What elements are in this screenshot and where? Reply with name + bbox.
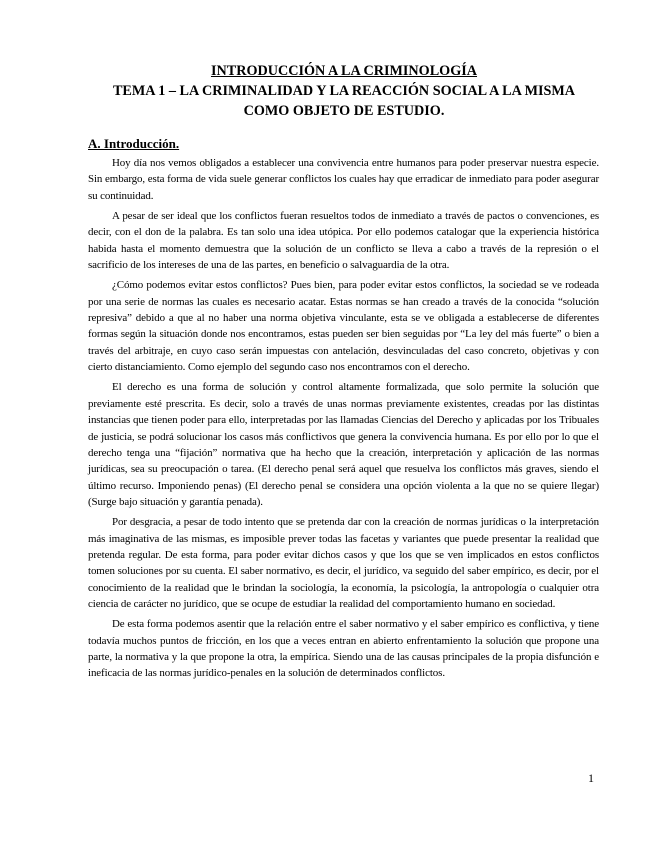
paragraph [88, 616, 599, 681]
paragraph-text: El derecho es una forma de solución y control altamente formalizada, que solo permite la solución que previamente esté prescrita. Es decir, solo a través de unas normas previamente existentes, creadas por las distintas instancias que tienen poder para ello, interpretadas por las llamadas Ciencias del Derecho y aplicadas por los Tribuales de justicia, se podrá solucionar los casos más conflictivos que genera la convivencia humana. Es por ello por lo que el derecho tenga una “fijación” normativa que ha hecho que la creación, interpretación y aplicación de las normas jurídicas, sea su preocupación o tarea. (El derecho penal será aquel que resuelva los conflictos más graves, siendo el último recurso. Imponiendo penas) (El derecho penal se considera una opción violenta a la que no se quiere llegar) (Surge bajo situación y garantía penada). [88, 381, 599, 508]
topic-title-line-2: COMO OBJETO DE ESTUDIO. [243, 103, 445, 119]
paragraph [88, 277, 599, 375]
page-number: 1 [588, 771, 594, 785]
course-title: INTRODUCCIÓN A LA CRIMINOLOGÍA [210, 63, 478, 79]
paragraph [88, 208, 599, 273]
body-text [88, 155, 599, 686]
paragraph-text: De esta forma podemos asentir que la relación entre el saber normativo y el saber empírico es conflictiva, y tiene todavía muchos puntos de fricción, en los que a veces entran en abierto enfrentamiento la solución que propone una parte, la normativa y la que propone la otra, la empírica. Siendo una de las causas principales de la propia disfunción e ineficacia de las normas jurídico-penales en la solución de determinados conflictos. [88, 618, 599, 680]
document-title [88, 61, 600, 121]
paragraph-text: Por desgracia, a pesar de todo intento que se pretenda dar con la creación de normas jurídicas o la interpretación más imaginativa de las mismas, es imposible prever todas las facetas y variantes que puede presentar la realidad que pretenda regular. De esta forma, para poder evitar dichos casos y que los que se ven implicados en estos conflictos tomen soluciones por su cuenta. El saber normativo, es decir, el jurídico, va seguido del saber empírico, es decir, por el conocimiento de la realidad que le brindan la sociología, la economía, la psicología, la antropología o cualquier otra ciencia de carácter no jurídico, que se ocupe de estudiar la realidad del comportamiento humano en sociedad. [88, 516, 599, 610]
paragraph-text: A pesar de ser ideal que los conflictos fueran resueltos todos de inmediato a través de pactos o convenciones, es decir, con el don de la palabra. Es tan solo una idea utópica. Por ello podemos catalogar que la experiencia histórica habida hasta el momento demuestra que la solución de un conflicto se lleva a cabo a través de la represión o el sacrificio de los intereses de una de las partes, en beneficio o salvaguardia de la otra. [88, 210, 599, 272]
section-heading: A. Introducción. [88, 136, 180, 151]
paragraph [88, 155, 599, 204]
paragraph-text: ¿Cómo podemos evitar estos conflictos? Pues bien, para poder evitar estos conflictos, la sociedad se ve rodeada por una serie de normas las cuales es necesario acatar. Estas normas se han creado a través de la conocida “solución represiva” debido a que al no haber una norma objetiva vinculante, esta se ve obligada a establecerse de diferentes formas según la situación donde nos encontramos, estas pueden ser bien seguidas por “La ley del más fuerte” o bien a través del arbitraje, en cuyo caso serán impuestas con antelación, desvinculadas del caso concreto, objetivas y con cierto distanciamiento. Como ejemplo del segundo caso nos encontramos con el derecho. [88, 279, 599, 374]
paragraph [88, 514, 599, 612]
topic-title-line-1: TEMA 1 – LA CRIMINALIDAD Y LA REACCIÓN SOCIAL A LA MISMA [112, 83, 576, 99]
paragraph [88, 379, 599, 510]
paragraph-text: Hoy día nos vemos obligados a establecer una convivencia entre humanos para poder preservar nuestra especie. Sin embargo, esta forma de vida suele generar conflictos los cuales hay que erradicar de inmediato para poder asegurar su continuidad. [88, 157, 599, 202]
